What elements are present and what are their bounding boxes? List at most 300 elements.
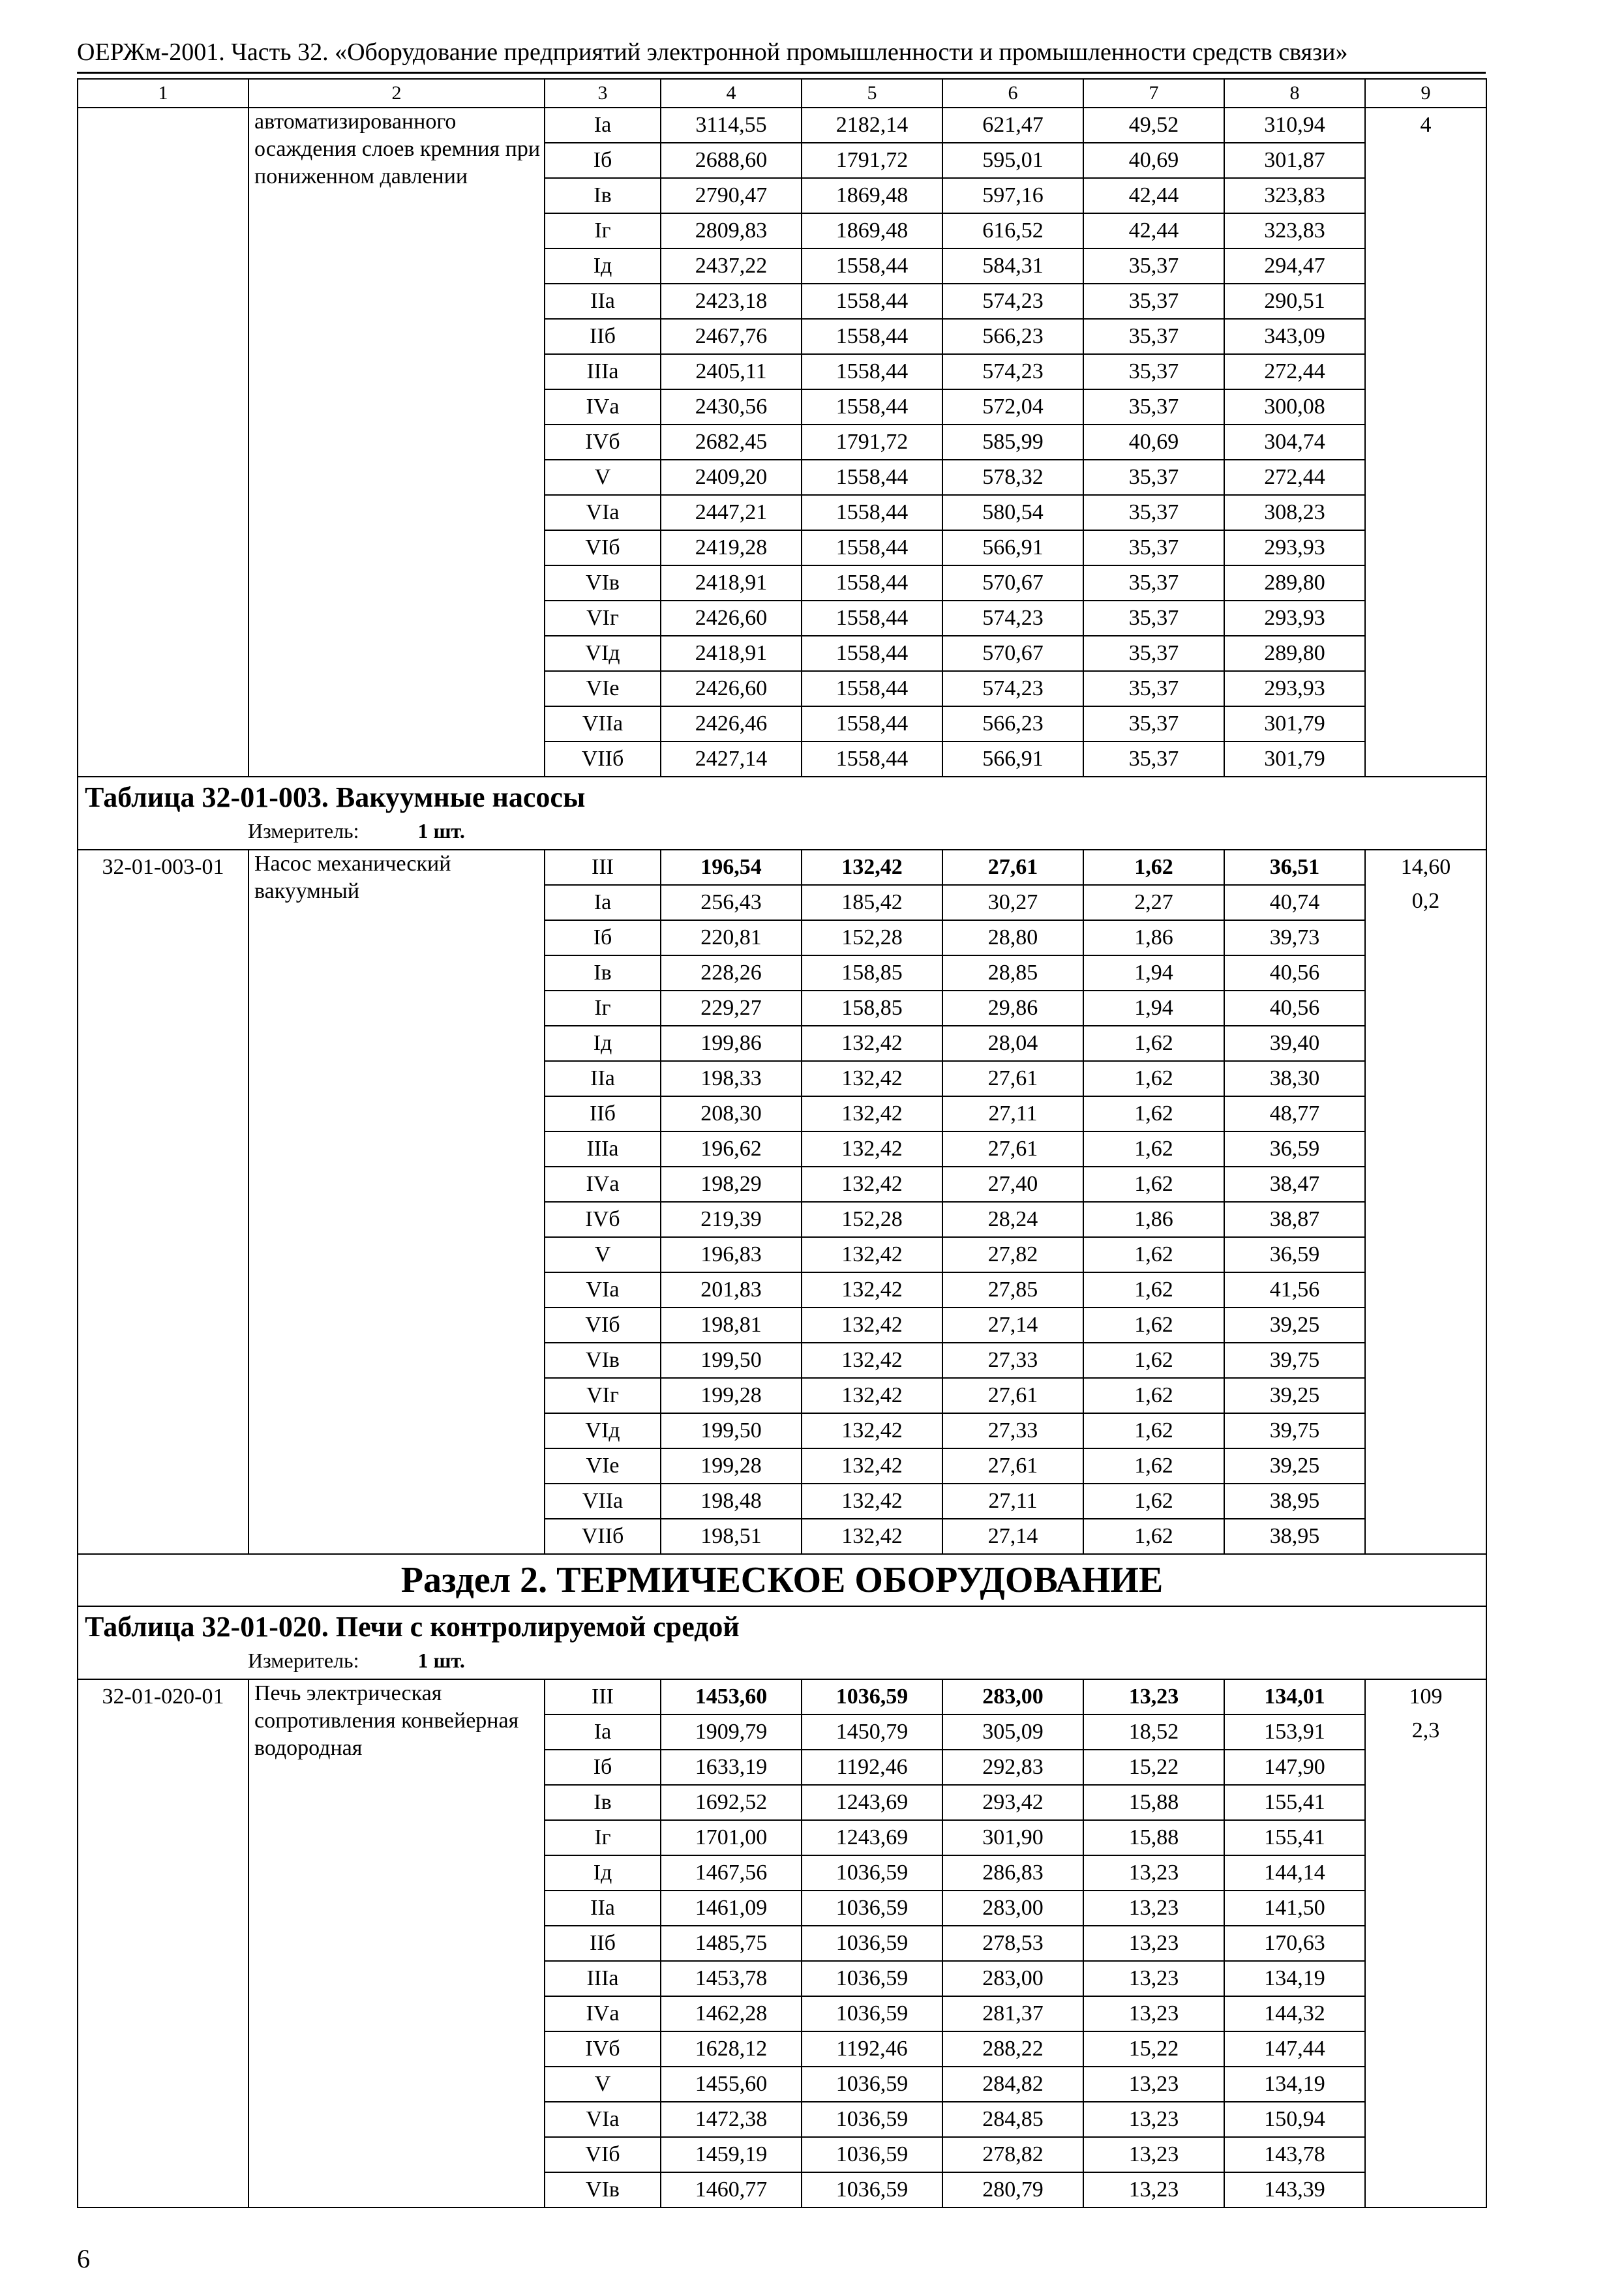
value-cell: 35,37 <box>1083 284 1224 319</box>
value-cell: 2809,83 <box>661 213 802 248</box>
value-cell: 18,52 <box>1083 1714 1224 1750</box>
value-cell: 185,42 <box>802 885 942 920</box>
value-cell: 29,86 <box>942 991 1083 1026</box>
value-cell: 15,88 <box>1083 1785 1224 1820</box>
value-cell: 41,56 <box>1224 1272 1365 1308</box>
value-cell: 35,37 <box>1083 706 1224 741</box>
value-cell: 578,32 <box>942 460 1083 495</box>
value-cell: 35,37 <box>1083 530 1224 565</box>
value-cell: 2427,14 <box>661 741 802 777</box>
value-cell: 292,83 <box>942 1750 1083 1785</box>
value-cell: 134,19 <box>1224 2067 1365 2102</box>
value-cell: 15,22 <box>1083 2031 1224 2067</box>
value-cell: 35,37 <box>1083 601 1224 636</box>
value-cell: 1455,60 <box>661 2067 802 2102</box>
value-cell: 566,91 <box>942 530 1083 565</box>
value-cell: 1472,38 <box>661 2102 802 2137</box>
value-cell: 1,62 <box>1083 1308 1224 1343</box>
value-cell: 294,47 <box>1224 248 1365 284</box>
value-cell: 158,85 <box>802 955 942 991</box>
value-cell: 132,42 <box>802 1061 942 1096</box>
value-cell: 1,62 <box>1083 1378 1224 1413</box>
value-cell: 132,42 <box>802 1272 942 1308</box>
table-row <box>78 850 1486 885</box>
item-code: 32-01-020-01 <box>78 1679 248 2207</box>
value-cell: 2182,14 <box>802 108 942 143</box>
value-cell: 566,23 <box>942 319 1083 354</box>
value-cell: 152,28 <box>802 920 942 955</box>
value-cell: 323,83 <box>1224 178 1365 213</box>
value-cell: 39,25 <box>1224 1378 1365 1413</box>
zone-cell: IIб <box>545 319 661 354</box>
value-cell: 2,27 <box>1083 885 1224 920</box>
zone-cell: IIб <box>545 1096 661 1131</box>
zone-cell: IVб <box>545 425 661 460</box>
value-cell: 1692,52 <box>661 1785 802 1820</box>
value-cell: 132,42 <box>802 1308 942 1343</box>
value-cell: 1,62 <box>1083 1413 1224 1448</box>
value-cell: 199,50 <box>661 1343 802 1378</box>
zone-cell: Iа <box>545 885 661 920</box>
zone-cell: VIIа <box>545 1484 661 1519</box>
column-number: 8 <box>1224 79 1365 108</box>
value-cell: 1909,79 <box>661 1714 802 1750</box>
value-cell: 196,62 <box>661 1131 802 1167</box>
value-cell: 3114,55 <box>661 108 802 143</box>
value-cell: 293,93 <box>1224 671 1365 706</box>
zone-cell: VIб <box>545 1308 661 1343</box>
value-cell: 35,37 <box>1083 495 1224 530</box>
zone-cell: IIа <box>545 284 661 319</box>
value-cell: 1,62 <box>1083 1448 1224 1484</box>
value-cell: 308,23 <box>1224 495 1365 530</box>
rates-table <box>77 78 1487 2208</box>
value-cell: 39,25 <box>1224 1308 1365 1343</box>
zone-cell: IVа <box>545 1167 661 1202</box>
zone-cell: VIв <box>545 1343 661 1378</box>
section-row <box>78 1554 1486 1606</box>
value-cell: 132,42 <box>802 1343 942 1378</box>
value-cell: 1628,12 <box>661 2031 802 2067</box>
value-cell: 293,42 <box>942 1785 1083 1820</box>
value-cell: 1036,59 <box>802 1855 942 1891</box>
unit-line <box>85 1647 1486 1673</box>
value-cell: 304,74 <box>1224 425 1365 460</box>
value-cell: 13,23 <box>1083 2172 1224 2207</box>
value-cell: 152,28 <box>802 1202 942 1237</box>
zone-cell: VIа <box>545 1272 661 1308</box>
value-cell: 2437,22 <box>661 248 802 284</box>
value-cell: 1791,72 <box>802 425 942 460</box>
header-rule <box>77 72 1486 74</box>
value-cell: 199,28 <box>661 1448 802 1484</box>
value-cell: 196,54 <box>661 850 802 885</box>
value-cell: 35,37 <box>1083 389 1224 425</box>
value-cell: 1036,59 <box>802 1891 942 1926</box>
value-cell: 1701,00 <box>661 1820 802 1855</box>
value-cell: 1,62 <box>1083 1272 1224 1308</box>
table-title: Таблица 32-01-003. Вакуумные насосы <box>85 781 586 813</box>
column-number: 6 <box>942 79 1083 108</box>
zone-cell: VIIа <box>545 706 661 741</box>
value-cell: 1460,77 <box>661 2172 802 2207</box>
value-cell: 1,94 <box>1083 991 1224 1026</box>
zone-cell: VIд <box>545 1413 661 1448</box>
value-cell: 134,19 <box>1224 1961 1365 1996</box>
zone-cell: IVа <box>545 389 661 425</box>
zone-cell: IIа <box>545 1061 661 1096</box>
zone-cell: Iг <box>545 213 661 248</box>
zone-cell: Iв <box>545 178 661 213</box>
value-cell: 36,51 <box>1224 850 1365 885</box>
value-cell: 38,30 <box>1224 1061 1365 1096</box>
value-cell: 27,82 <box>942 1237 1083 1272</box>
zone-cell: Iб <box>545 1750 661 1785</box>
value-cell: 13,23 <box>1083 1679 1224 1714</box>
value-cell: 1243,69 <box>802 1820 942 1855</box>
value-cell: 1791,72 <box>802 143 942 178</box>
value-cell: 35,37 <box>1083 248 1224 284</box>
value-cell: 2447,21 <box>661 495 802 530</box>
value-cell: 199,28 <box>661 1378 802 1413</box>
value-cell: 1,94 <box>1083 955 1224 991</box>
zone-cell: VIд <box>545 636 661 671</box>
value-cell: 1192,46 <box>802 1750 942 1785</box>
value-cell: 1,62 <box>1083 1343 1224 1378</box>
value-cell: 27,85 <box>942 1272 1083 1308</box>
value-cell: 170,63 <box>1224 1926 1365 1961</box>
item-code <box>78 108 248 777</box>
value-cell: 1243,69 <box>802 1785 942 1820</box>
value-cell: 1,62 <box>1083 1026 1224 1061</box>
value-cell: 155,41 <box>1224 1820 1365 1855</box>
value-cell: 1558,44 <box>802 248 942 284</box>
value-cell: 40,56 <box>1224 955 1365 991</box>
item-name: Печь электрическая сопротивления конвейерная водородная <box>248 1679 545 2207</box>
value-cell: 49,52 <box>1083 108 1224 143</box>
value-cell: 616,52 <box>942 213 1083 248</box>
item-name: Насос механический вакуумный <box>248 850 545 1554</box>
table-row <box>78 108 1486 143</box>
value-cell: 220,81 <box>661 920 802 955</box>
value-cell: 2409,20 <box>661 460 802 495</box>
table-title-row <box>78 777 1486 850</box>
value-cell: 1453,78 <box>661 1961 802 1996</box>
value-cell: 2682,45 <box>661 425 802 460</box>
value-cell: 13,23 <box>1083 1855 1224 1891</box>
zone-cell: VIе <box>545 671 661 706</box>
page-number: 6 <box>77 2244 90 2273</box>
value-cell: 27,33 <box>942 1413 1083 1448</box>
value-cell: 13,23 <box>1083 1926 1224 1961</box>
value-cell: 574,23 <box>942 284 1083 319</box>
value-cell: 597,16 <box>942 178 1083 213</box>
value-cell: 36,59 <box>1224 1131 1365 1167</box>
value-cell: 1558,44 <box>802 706 942 741</box>
value-cell: 27,33 <box>942 1343 1083 1378</box>
value-cell: 1461,09 <box>661 1891 802 1926</box>
value-cell: 30,27 <box>942 885 1083 920</box>
value-cell: 35,37 <box>1083 741 1224 777</box>
value-cell: 1453,60 <box>661 1679 802 1714</box>
value-cell: 40,74 <box>1224 885 1365 920</box>
value-cell: 283,00 <box>942 1891 1083 1926</box>
value-cell: 35,37 <box>1083 636 1224 671</box>
zone-cell: Iб <box>545 143 661 178</box>
col9-cell <box>1365 108 1486 777</box>
zone-cell: Iг <box>545 1820 661 1855</box>
col9-cell <box>1365 850 1486 1554</box>
zone-cell: VIа <box>545 2102 661 2137</box>
value-cell: 284,85 <box>942 2102 1083 2137</box>
value-cell: 39,75 <box>1224 1413 1365 1448</box>
value-cell: 198,33 <box>661 1061 802 1096</box>
zone-cell: VIа <box>545 495 661 530</box>
value-cell: 35,37 <box>1083 354 1224 389</box>
value-cell: 1,86 <box>1083 920 1224 955</box>
value-cell: 572,04 <box>942 389 1083 425</box>
value-cell: 35,37 <box>1083 671 1224 706</box>
value-cell: 621,47 <box>942 108 1083 143</box>
column-number: 7 <box>1083 79 1224 108</box>
value-cell: 1036,59 <box>802 2102 942 2137</box>
zone-cell: V <box>545 1237 661 1272</box>
value-cell: 198,48 <box>661 1484 802 1519</box>
value-cell: 132,42 <box>802 1167 942 1202</box>
value-cell: 280,79 <box>942 2172 1083 2207</box>
column-number: 5 <box>802 79 942 108</box>
value-cell: 574,23 <box>942 671 1083 706</box>
value-cell: 155,41 <box>1224 1785 1365 1820</box>
value-cell: 28,24 <box>942 1202 1083 1237</box>
value-cell: 2688,60 <box>661 143 802 178</box>
value-cell: 2426,60 <box>661 601 802 636</box>
value-cell: 1558,44 <box>802 389 942 425</box>
zone-cell: VIг <box>545 1378 661 1413</box>
value-cell: 28,85 <box>942 955 1083 991</box>
value-cell: 566,23 <box>942 706 1083 741</box>
value-cell: 48,77 <box>1224 1096 1365 1131</box>
value-cell: 38,87 <box>1224 1202 1365 1237</box>
zone-cell: Iд <box>545 1855 661 1891</box>
zone-cell: IVа <box>545 1996 661 2031</box>
value-cell: 39,73 <box>1224 920 1365 955</box>
table-title-row <box>78 1606 1486 1679</box>
value-cell: 40,69 <box>1083 425 1224 460</box>
value-cell: 27,40 <box>942 1167 1083 1202</box>
value-cell: 1558,44 <box>802 284 942 319</box>
zone-cell: V <box>545 2067 661 2102</box>
zone-cell: Iа <box>545 1714 661 1750</box>
zone-cell: IIIа <box>545 1131 661 1167</box>
value-cell: 144,14 <box>1224 1855 1365 1891</box>
zone-cell: VIг <box>545 601 661 636</box>
value-cell: 27,61 <box>942 1378 1083 1413</box>
zone-cell: V <box>545 460 661 495</box>
item-name: автоматизированного осаждения слоев кремния при пониженном давлении <box>248 108 545 777</box>
value-cell: 1462,28 <box>661 1996 802 2031</box>
zone-cell: Iа <box>545 108 661 143</box>
value-cell: 310,94 <box>1224 108 1365 143</box>
value-cell: 39,40 <box>1224 1026 1365 1061</box>
value-cell: 201,83 <box>661 1272 802 1308</box>
value-cell: 323,83 <box>1224 213 1365 248</box>
value-cell: 35,37 <box>1083 460 1224 495</box>
value-cell: 198,29 <box>661 1167 802 1202</box>
value-cell: 1036,59 <box>802 2172 942 2207</box>
value-cell: 143,78 <box>1224 2137 1365 2172</box>
value-cell: 1,62 <box>1083 1237 1224 1272</box>
table-row <box>78 1679 1486 1714</box>
value-cell: 301,90 <box>942 1820 1083 1855</box>
value-cell: 1459,19 <box>661 2137 802 2172</box>
value-cell: 27,11 <box>942 1484 1083 1519</box>
value-cell: 27,61 <box>942 1448 1083 1484</box>
zone-cell: VIв <box>545 565 661 601</box>
value-cell: 1869,48 <box>802 178 942 213</box>
unit-value: 1 шт. <box>417 819 465 843</box>
value-cell: 27,14 <box>942 1519 1083 1554</box>
value-cell: 289,80 <box>1224 636 1365 671</box>
value-cell: 13,23 <box>1083 2102 1224 2137</box>
table-title: Таблица 32-01-020. Печи с контролируемой средой <box>85 1611 740 1643</box>
value-cell: 1558,44 <box>802 636 942 671</box>
value-cell: 570,67 <box>942 636 1083 671</box>
value-cell: 1558,44 <box>802 741 942 777</box>
value-cell: 1,62 <box>1083 850 1224 885</box>
zone-cell: VIIб <box>545 1519 661 1554</box>
value-cell: 2419,28 <box>661 530 802 565</box>
table-title-cell <box>78 1606 1486 1679</box>
value-cell: 27,11 <box>942 1096 1083 1131</box>
value-cell: 585,99 <box>942 425 1083 460</box>
table-title-cell <box>78 777 1486 850</box>
value-cell: 305,09 <box>942 1714 1083 1750</box>
value-cell: 290,51 <box>1224 284 1365 319</box>
value-cell: 300,08 <box>1224 389 1365 425</box>
col9-cell <box>1365 1679 1486 2207</box>
value-cell: 284,82 <box>942 2067 1083 2102</box>
value-cell: 196,83 <box>661 1237 802 1272</box>
value-cell: 27,61 <box>942 1061 1083 1096</box>
value-cell: 1558,44 <box>802 460 942 495</box>
value-cell: 42,44 <box>1083 213 1224 248</box>
value-cell: 144,32 <box>1224 1996 1365 2031</box>
value-cell: 2418,91 <box>661 565 802 601</box>
value-cell: 132,42 <box>802 1448 942 1484</box>
value-cell: 2430,56 <box>661 389 802 425</box>
column-number: 2 <box>248 79 545 108</box>
value-cell: 1036,59 <box>802 1926 942 1961</box>
value-cell: 1036,59 <box>802 2067 942 2102</box>
value-cell: 1558,44 <box>802 565 942 601</box>
value-cell: 2426,46 <box>661 706 802 741</box>
unit-label: Измеритель: <box>248 1649 359 1672</box>
value-cell: 13,23 <box>1083 1891 1224 1926</box>
value-cell: 1,62 <box>1083 1167 1224 1202</box>
col9-value: 4 <box>1420 113 1432 137</box>
value-cell: 27,61 <box>942 850 1083 885</box>
zone-cell: Iд <box>545 248 661 284</box>
value-cell: 283,00 <box>942 1679 1083 1714</box>
value-cell: 199,50 <box>661 1413 802 1448</box>
column-number: 1 <box>78 79 248 108</box>
column-number: 9 <box>1365 79 1486 108</box>
value-cell: 198,51 <box>661 1519 802 1554</box>
rates-table-body <box>78 79 1486 2207</box>
value-cell: 1467,56 <box>661 1855 802 1891</box>
value-cell: 1558,44 <box>802 671 942 706</box>
value-cell: 293,93 <box>1224 601 1365 636</box>
value-cell: 39,75 <box>1224 1343 1365 1378</box>
value-cell: 1036,59 <box>802 1961 942 1996</box>
value-cell: 301,79 <box>1224 706 1365 741</box>
value-cell: 566,91 <box>942 741 1083 777</box>
value-cell: 289,80 <box>1224 565 1365 601</box>
zone-cell: IVб <box>545 2031 661 2067</box>
column-number-row <box>78 79 1486 108</box>
value-cell: 1,62 <box>1083 1484 1224 1519</box>
value-cell: 132,42 <box>802 850 942 885</box>
value-cell: 13,23 <box>1083 1996 1224 2031</box>
col9-value: 2,3 <box>1411 1718 1440 1743</box>
value-cell: 15,88 <box>1083 1820 1224 1855</box>
column-number: 3 <box>545 79 661 108</box>
value-cell: 143,39 <box>1224 2172 1365 2207</box>
value-cell: 35,37 <box>1083 319 1224 354</box>
value-cell: 2467,76 <box>661 319 802 354</box>
value-cell: 1558,44 <box>802 601 942 636</box>
value-cell: 1558,44 <box>802 319 942 354</box>
value-cell: 1192,46 <box>802 2031 942 2067</box>
value-cell: 580,54 <box>942 495 1083 530</box>
value-cell: 36,59 <box>1224 1237 1365 1272</box>
value-cell: 228,26 <box>661 955 802 991</box>
value-cell: 272,44 <box>1224 460 1365 495</box>
zone-cell: Iв <box>545 1785 661 1820</box>
value-cell: 1036,59 <box>802 1996 942 2031</box>
value-cell: 1558,44 <box>802 495 942 530</box>
value-cell: 2405,11 <box>661 354 802 389</box>
value-cell: 1485,75 <box>661 1926 802 1961</box>
value-cell: 1,62 <box>1083 1519 1224 1554</box>
value-cell: 153,91 <box>1224 1714 1365 1750</box>
value-cell: 2423,18 <box>661 284 802 319</box>
page-header: ОЕРЖм-2001. Часть 32. «Оборудование предприятий электронной промышленности и промышленности средств связи» <box>77 38 1348 66</box>
value-cell: 301,87 <box>1224 143 1365 178</box>
value-cell: 1450,79 <box>802 1714 942 1750</box>
item-code: 32-01-003-01 <box>78 850 248 1554</box>
value-cell: 147,90 <box>1224 1750 1365 1785</box>
value-cell: 2418,91 <box>661 636 802 671</box>
value-cell: 595,01 <box>942 143 1083 178</box>
value-cell: 39,25 <box>1224 1448 1365 1484</box>
value-cell: 1036,59 <box>802 2137 942 2172</box>
value-cell: 42,44 <box>1083 178 1224 213</box>
zone-cell: Iв <box>545 955 661 991</box>
zone-cell: III <box>545 850 661 885</box>
value-cell: 2790,47 <box>661 178 802 213</box>
value-cell: 278,53 <box>942 1926 1083 1961</box>
zone-cell: Iд <box>545 1026 661 1061</box>
value-cell: 28,04 <box>942 1026 1083 1061</box>
value-cell: 132,42 <box>802 1131 942 1167</box>
value-cell: 132,42 <box>802 1237 942 1272</box>
value-cell: 132,42 <box>802 1096 942 1131</box>
value-cell: 35,37 <box>1083 565 1224 601</box>
value-cell: 301,79 <box>1224 741 1365 777</box>
value-cell: 132,42 <box>802 1378 942 1413</box>
